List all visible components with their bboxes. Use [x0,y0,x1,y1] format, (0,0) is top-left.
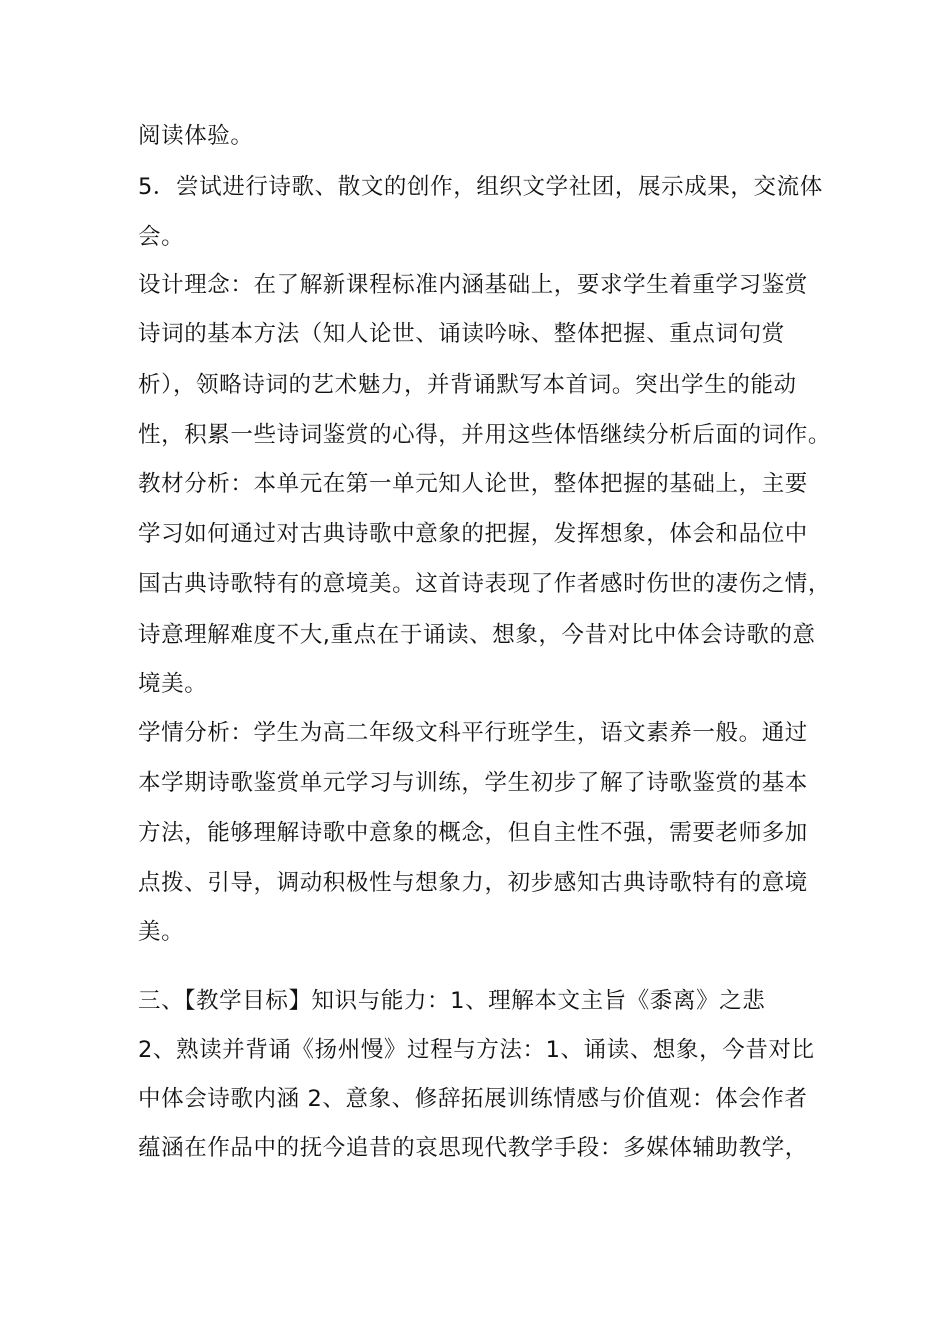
text-line: 美。 [138,919,185,945]
text-line: 教材分析：本单元在第一单元知人论世，整体把握的基础上，主要 [138,471,808,497]
text-line: 蕴涵在作品中的抚今追昔的哀思现代教学手段：多媒体辅助教学， [138,1135,808,1161]
text-line: 诗意理解难度不大,重点在于诵读、想象，今昔对比中体会诗歌的意 [138,622,816,648]
text-line: 境美。 [138,671,208,697]
text-line: 三、【教学目标】知识与能力：1、理解本文主旨《黍离》之悲 [138,988,766,1014]
text-line: 国古典诗歌特有的意境美。这首诗表现了作者感时伤世的凄伤之情， [138,571,832,597]
text-line: 析），领略诗词的艺术魅力，并背诵默写本首词。突出学生的能动 [138,372,797,398]
text-line: 本学期诗歌鉴赏单元学习与训练，学生初步了解了诗歌鉴赏的基本 [138,770,808,796]
text-line: 5．尝试进行诗歌、散文的创作，组织文学社团，展示成果，交流体 [138,174,823,200]
text-line: 性，积累一些诗词鉴赏的心得，并用这些体悟继续分析后面的词作。 [138,422,832,448]
text-line: 会。 [138,224,185,250]
text-line: 设计理念：在了解新课程标准内涵基础上，要求学生着重学习鉴赏 [138,272,808,298]
text-line: 学情分析：学生为高二年级文科平行班学生，语文素养一般。通过 [138,720,808,746]
text-line: 中体会诗歌内涵 2、意象、修辞拓展训练情感与价值观：体会作者 [138,1086,808,1112]
text-line: 诗词的基本方法（知人论世、诵读吟咏、整体把握、重点词句赏 [138,321,785,347]
text-line: 方法，能够理解诗歌中意象的概念，但自主性不强，需要老师多加 [138,820,808,846]
text-line: 2、熟读并背诵《扬州慢》过程与方法：1、诵读、想象，今昔对比 [138,1037,815,1063]
text-line: 学习如何通过对古典诗歌中意象的把握，发挥想象，体会和品位中 [138,521,808,547]
text-line: 阅读体验。 [138,123,254,149]
text-line: 点拨、引导，调动积极性与想象力，初步感知古典诗歌特有的意境 [138,870,808,896]
